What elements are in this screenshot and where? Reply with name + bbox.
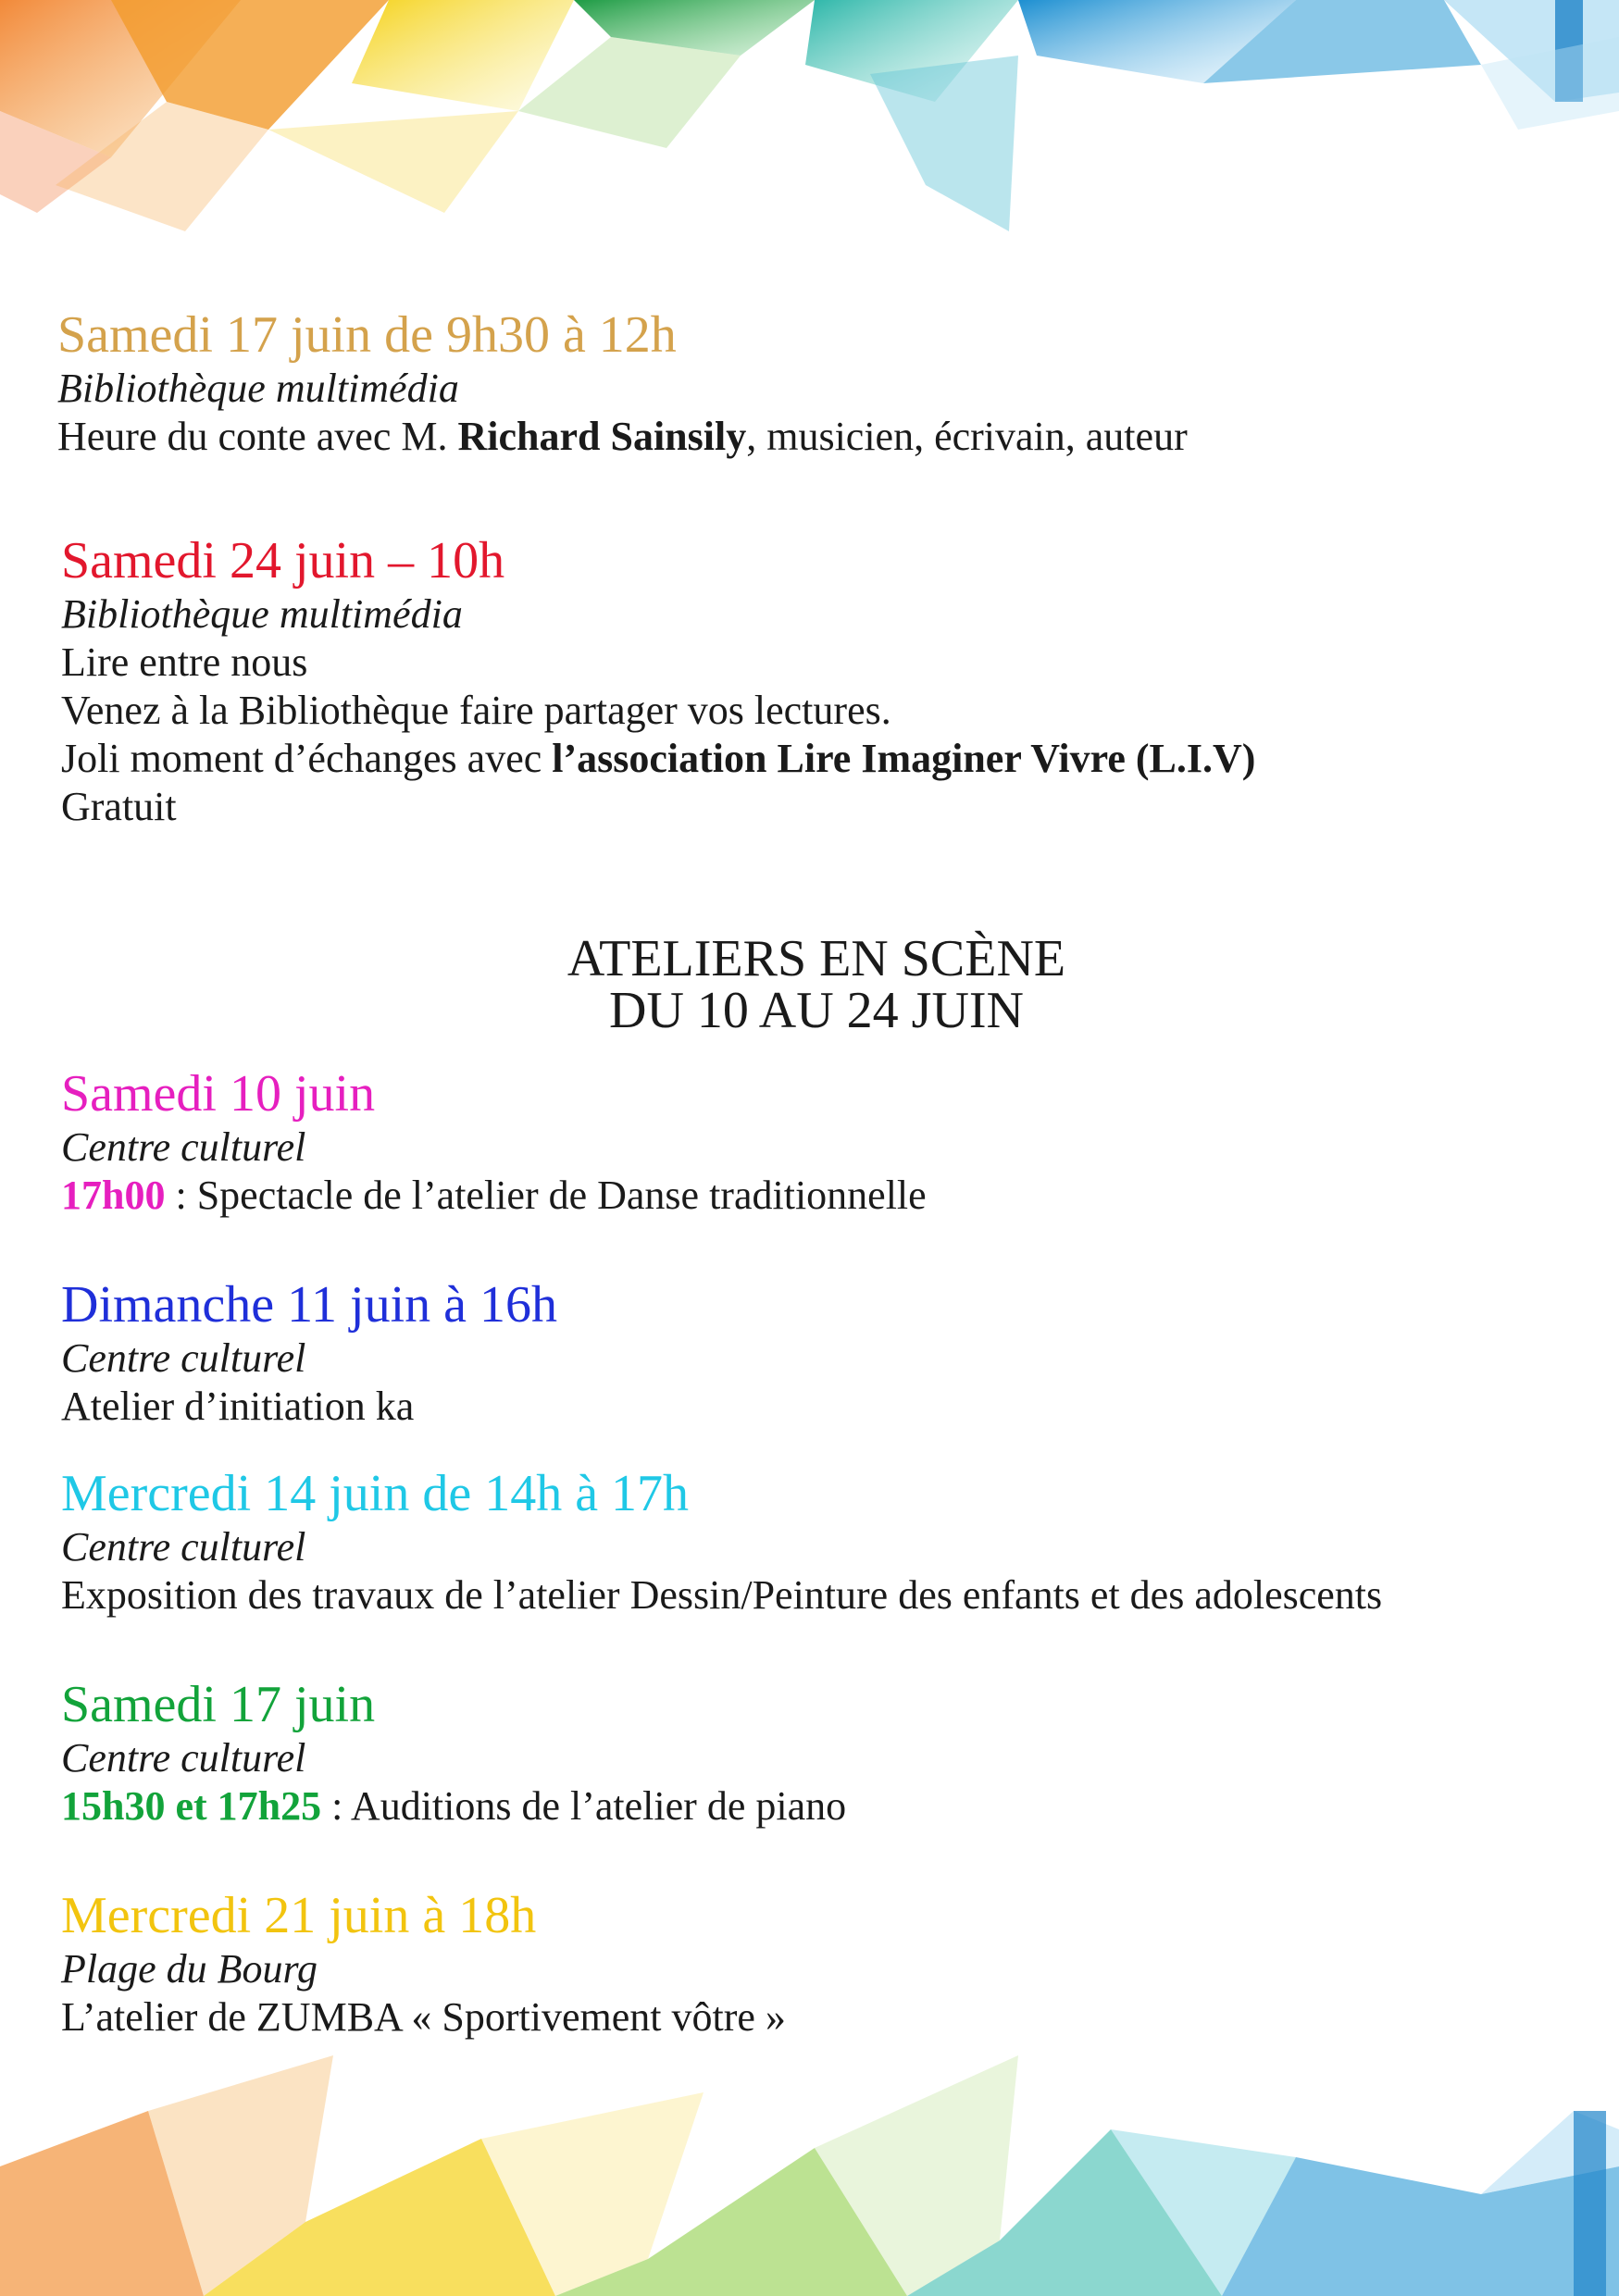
event-place: Bibliothèque multimédia	[57, 366, 459, 411]
event-description: L’atelier de ZUMBA « Sportivement vôtre »	[61, 1994, 786, 2040]
section-dates-line: DU 10 AU 24 JUIN	[609, 982, 1024, 1039]
event-time: 15h30 et 17h25	[61, 1783, 322, 1829]
event-title: Samedi 24 juin – 10h	[61, 532, 505, 590]
event-line-prefix: Joli moment d’échanges avec	[61, 736, 553, 781]
event-description	[61, 1782, 1575, 1831]
event-place: Centre culturel	[61, 1335, 306, 1381]
atelier-ka	[61, 1275, 1575, 1431]
event-title: Dimanche 11 juin à 16h	[61, 1276, 558, 1334]
event-description-prefix: Heure du conte avec M.	[57, 414, 458, 459]
event-time: 17h00	[61, 1173, 166, 1218]
event-price: Gratuit	[61, 784, 177, 829]
atelier-dance	[61, 1064, 1575, 1220]
event-place: Bibliothèque multimédia	[61, 591, 463, 637]
event-guest-name: Richard Sainsily	[457, 414, 747, 459]
event-line: Lire entre nous	[61, 639, 308, 685]
bottom-decorative-banner	[0, 2055, 1619, 2296]
section-title-line: ATELIERS EN SCÈNE	[567, 930, 1066, 987]
section-heading	[57, 930, 1575, 1039]
atelier-piano	[61, 1675, 1575, 1831]
top-decorative-banner	[0, 0, 1619, 278]
event-association-name: l’association Lire Imaginer Vivre (L.I.V)	[552, 736, 1256, 781]
event-description-text: : Auditions de l’atelier de piano	[321, 1783, 847, 1829]
program-content	[57, 305, 1575, 2042]
event-description: Exposition des travaux de l’atelier Dessin/Peinture des enfants et des adolescents	[61, 1572, 1383, 1618]
event-reading-circle	[61, 531, 1575, 831]
event-place: Centre culturel	[61, 1124, 306, 1170]
event-title: Samedi 17 juin	[61, 1676, 376, 1733]
event-title: Mercredi 21 juin à 18h	[61, 1887, 537, 1944]
event-place: Centre culturel	[61, 1524, 306, 1570]
atelier-painting	[61, 1464, 1575, 1620]
event-description	[61, 1172, 1575, 1220]
event-description	[57, 413, 1575, 461]
event-title: Samedi 10 juin	[61, 1065, 376, 1123]
event-title: Samedi 17 juin de 9h30 à 12h	[57, 306, 677, 364]
event-place: Plage du Bourg	[61, 1946, 318, 1992]
event-story-hour	[57, 305, 1575, 461]
event-description-suffix: , musicien, écrivain, auteur	[746, 414, 1188, 459]
event-title: Mercredi 14 juin de 14h à 17h	[61, 1465, 690, 1522]
event-description-text: : Spectacle de l’atelier de Danse traditionnelle	[165, 1173, 927, 1218]
atelier-zumba	[61, 1886, 1575, 2042]
event-description: Atelier d’initiation ka	[61, 1384, 415, 1429]
event-line	[61, 735, 1575, 783]
event-place: Centre culturel	[61, 1735, 306, 1781]
event-line: Venez à la Bibliothèque faire partager vos lectures.	[61, 688, 891, 733]
